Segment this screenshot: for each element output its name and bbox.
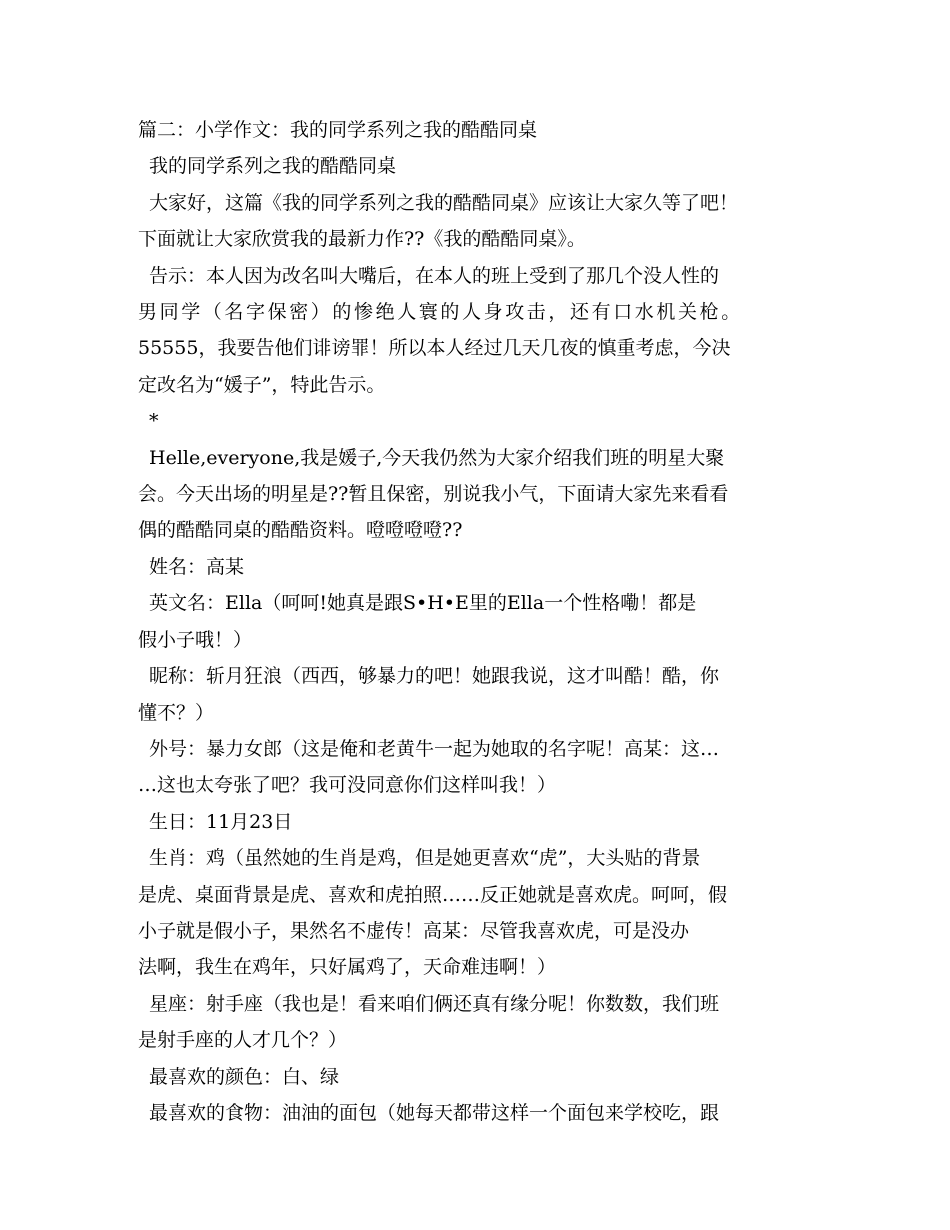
profile-birthday: 生日：11月23日	[149, 810, 293, 833]
paragraph-line: 假小子哦！）	[138, 628, 253, 651]
profile-favorite-color: 最喜欢的颜色：白、绿	[149, 1065, 340, 1088]
paragraph-line: 懂不？）	[138, 701, 215, 724]
section-title: 篇二：小学作文：我的同学系列之我的酷酷同桌	[138, 119, 538, 141]
paragraph-line: …这也太夸张了吧？我可没同意你们这样叫我！）	[138, 774, 557, 797]
profile-favorite-food: 最喜欢的食物：油油的面包（她每天都带这样一个面包来学校吃，跟	[149, 1101, 720, 1124]
separator-asterisk: *	[149, 410, 159, 433]
paragraph-line: 定改名为“媛子”，特此告示。	[138, 373, 386, 396]
profile-constellation: 星座：射手座（我也是！看来咱们俩还真有缘分呢！你数数，我们班	[149, 992, 720, 1015]
profile-alias: 外号：暴力女郎（这是俺和老黄牛一起为她取的名字呢！高某：这…	[149, 737, 720, 760]
article-title: 我的同学系列之我的酷酷同桌	[149, 155, 397, 178]
paragraph-line: 是射手座的人才几个？）	[138, 1029, 348, 1052]
document-page	[138, 112, 818, 1131]
profile-name: 姓名：高某	[149, 555, 245, 578]
paragraph-line: 是虎、桌面背景是虎、喜欢和虎拍照……反正她就是喜欢虎。呵呵，假	[138, 883, 728, 906]
paragraph-line: 会。今天出场的明星是??暂且保密，别说我小气，下面请大家先来看看	[138, 483, 729, 506]
paragraph-line: 偶的酷酷同桌的酷酷资料。噔噔噔噔??	[138, 519, 463, 542]
profile-zodiac: 生肖：鸡（虽然她的生肖是鸡，但是她更喜欢“虎”，大头贴的背景	[149, 847, 701, 870]
paragraph-line: 下面就让大家欣赏我的最新力作??《我的酷酷同桌》。	[138, 228, 586, 251]
paragraph-line: 男同学（名字保密）的惨绝人寰的人身攻击，还有口水机关枪。	[138, 301, 743, 324]
paragraph-line: 告示：本人因为改名叫大嘴后，在本人的班上受到了那几个没人性的	[149, 264, 720, 287]
paragraph-line: 法啊，我生在鸡年，只好属鸡了，天命难违啊！）	[138, 956, 557, 979]
paragraph-line: 大家好，这篇《我的同学系列之我的酷酷同桌》应该让大家久等了吧！	[149, 191, 739, 214]
paragraph-line: 55555，我要告他们诽谤罪！所以本人经过几天几夜的慎重考虑，今决	[138, 337, 731, 360]
profile-nickname: 昵称：斩月狂浪（西西，够暴力的吧！她跟我说，这才叫酷！酷，你	[149, 665, 720, 688]
paragraph-line: 小子就是假小子，果然名不虚传！高某：尽管我喜欢虎，可是没办	[138, 919, 690, 942]
profile-english-name: 英文名：Ella（呵呵!她真是跟S•H•E里的Ella一个性格嘞！都是	[149, 592, 697, 615]
paragraph-line: Helle,everyone,我是媛子,今天我仍然为大家介绍我们班的明星大聚	[149, 446, 725, 469]
